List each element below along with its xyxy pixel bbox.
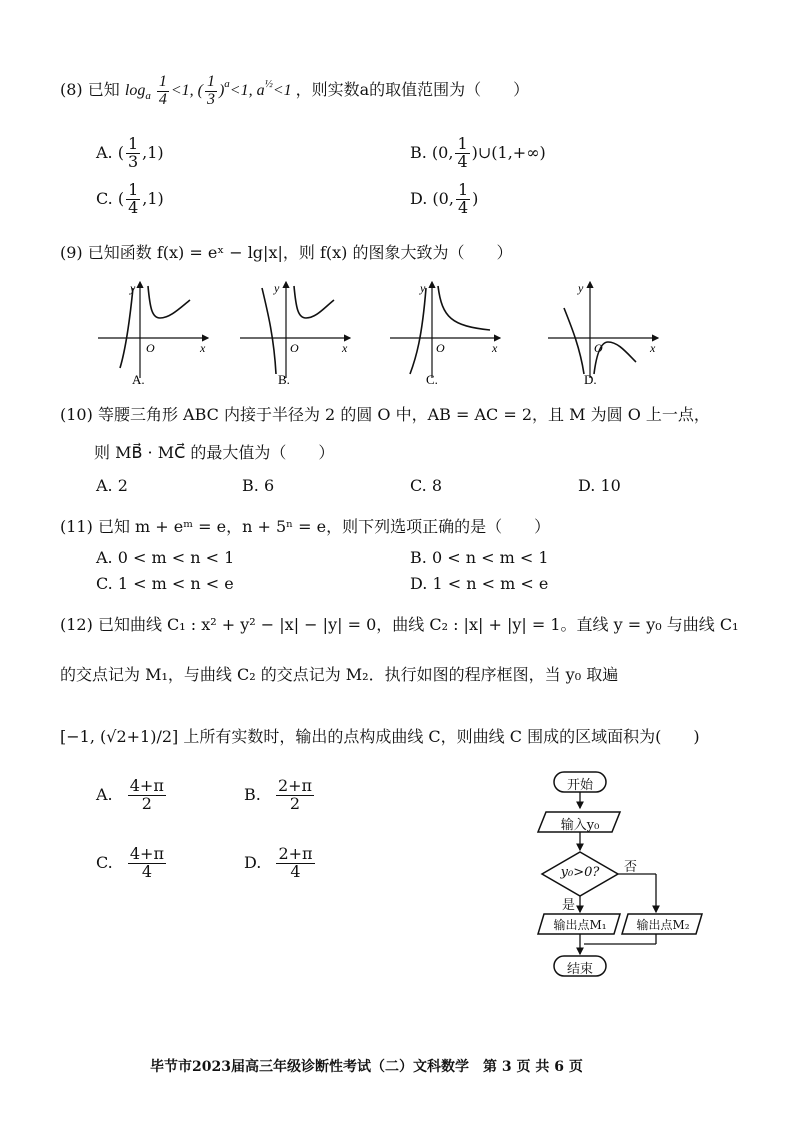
- flowchart-output-m2: 输出点M₂: [636, 918, 690, 932]
- q8-conditions: $\log_a$ $\frac{1}{4}$ <1, ( $\frac{1}{3}$ )$^a$<1, $a^{\frac{1}{2}}<1$: [124, 73, 296, 108]
- svg-text:x: x: [492, 341, 498, 355]
- q12-option-d[interactable]: D. $\frac{2+\pi}{4}$: [244, 844, 313, 881]
- q9-stem-text: 已知函数 f(x) = eˣ − lg|x|，则 f(x) 的图象大致为（ ）: [87, 243, 513, 262]
- svg-text:y: y: [578, 281, 584, 295]
- q9-graph-d[interactable]: [548, 281, 658, 387]
- svg-text:O: O: [594, 341, 603, 355]
- q8-stem-prefix: 已知: [87, 79, 120, 99]
- flowchart-start: 开始: [566, 778, 593, 793]
- q12-stem-line3: [−1, (√2+1)/2] 上所有实数时，输出的点构成曲线 C，则曲线 C 围成的区域面积为( ): [60, 727, 700, 746]
- q12-option-b[interactable]: B. $\frac{2+\pi}{2}$: [244, 776, 313, 813]
- q8-option-a[interactable]: A. ( $\frac{1}{3}$ ,1): [96, 134, 164, 171]
- q8-number: (8): [60, 79, 83, 99]
- flowchart-input: 输入y₀: [560, 818, 600, 833]
- q8-stem-suffix: ，则实数a的取值范围为（ ）: [295, 79, 530, 99]
- q10-option-d[interactable]: D. 10: [578, 476, 621, 495]
- q8-stem: [60, 74, 529, 109]
- svg-text:y: y: [274, 281, 280, 295]
- q10-option-c[interactable]: C. 8: [410, 476, 443, 495]
- q9-graph-d-label: D.: [584, 372, 597, 387]
- q10-stem-line1: (10) 等腰三角形 ABC 内接于半径为 2 的圆 O 中，AB = AC = 2，且 M 为圆 O 上一点，: [60, 405, 710, 424]
- q11-stem: (11) 已知 m + eᵐ = e，n + 5ⁿ = e，则下列选项正确的是（ ）: [60, 517, 551, 536]
- svg-text:O: O: [146, 341, 155, 355]
- svg-text:x: x: [200, 341, 206, 355]
- q12-number: (12): [60, 615, 93, 634]
- q9-graph-c[interactable]: [390, 281, 500, 387]
- q9-graphs: [90, 278, 670, 388]
- q12-stem-line1: (12) 已知曲线 C₁ : x² + y² − |x| − |y| = 0，曲线 C₂ : |x| + |y| = 1。直线 y = y₀ 与曲线 C₁: [60, 615, 739, 634]
- q9-graph-b[interactable]: [240, 281, 350, 387]
- q10-stem-line2: 则 MB⃗ · MC⃗ 的最大值为（ ）: [94, 443, 335, 462]
- q12-option-a[interactable]: A. $\frac{4+\pi}{2}$: [96, 776, 164, 813]
- q9-stem: [60, 240, 512, 263]
- flowchart-no-label: 否: [624, 860, 638, 875]
- q9-graph-b-label: B.: [278, 372, 290, 387]
- q11-option-c[interactable]: C. 1 < m < n < e: [96, 574, 234, 593]
- svg-text:y: y: [130, 281, 136, 295]
- flowchart-yes-label: 是: [562, 898, 576, 913]
- q12-option-c[interactable]: C. $\frac{4+\pi}{4}$: [96, 844, 164, 881]
- q9-graph-a-label: A.: [132, 372, 145, 387]
- flowchart-end: 结束: [566, 962, 593, 977]
- svg-text:x: x: [650, 341, 656, 355]
- q9-graph-a[interactable]: [98, 281, 208, 387]
- q12-flowchart: [530, 768, 710, 988]
- q11-option-d[interactable]: D. 1 < n < m < e: [410, 574, 549, 593]
- q10-number: (10): [60, 405, 93, 424]
- svg-text:O: O: [436, 341, 445, 355]
- svg-text:x: x: [342, 341, 348, 355]
- q12-stem-line2: 的交点记为 M₁，与曲线 C₂ 的交点记为 M₂．执行如图的程序框图，当 y₀ 取遍: [60, 665, 619, 684]
- page-footer: 毕节市2023届高三年级诊断性考试（二）文科数学 第 3 页 共 6 页: [150, 1059, 583, 1075]
- flowchart-output-m1: 输出点M₁: [553, 918, 607, 932]
- q10-option-a[interactable]: A. 2: [96, 476, 128, 495]
- q11-option-b[interactable]: B. 0 < n < m < 1: [410, 548, 549, 567]
- q10-option-b[interactable]: B. 6: [242, 476, 275, 495]
- q8-option-b[interactable]: B. (0, $\frac{1}{4}$ )∪(1,+∞): [410, 134, 546, 171]
- q9-number: (9): [60, 243, 83, 262]
- svg-text:O: O: [290, 341, 299, 355]
- flowchart-condition: y₀>0?: [560, 865, 600, 880]
- q11-option-a[interactable]: A. 0 < m < n < 1: [96, 548, 235, 567]
- q8-option-d[interactable]: D. (0, $\frac{1}{4}$ ): [410, 180, 479, 217]
- q9-graph-c-label: C.: [426, 372, 438, 387]
- svg-text:y: y: [420, 281, 426, 295]
- q8-option-c[interactable]: C. ( $\frac{1}{4}$ ,1): [96, 180, 164, 217]
- q11-number: (11): [60, 517, 93, 536]
